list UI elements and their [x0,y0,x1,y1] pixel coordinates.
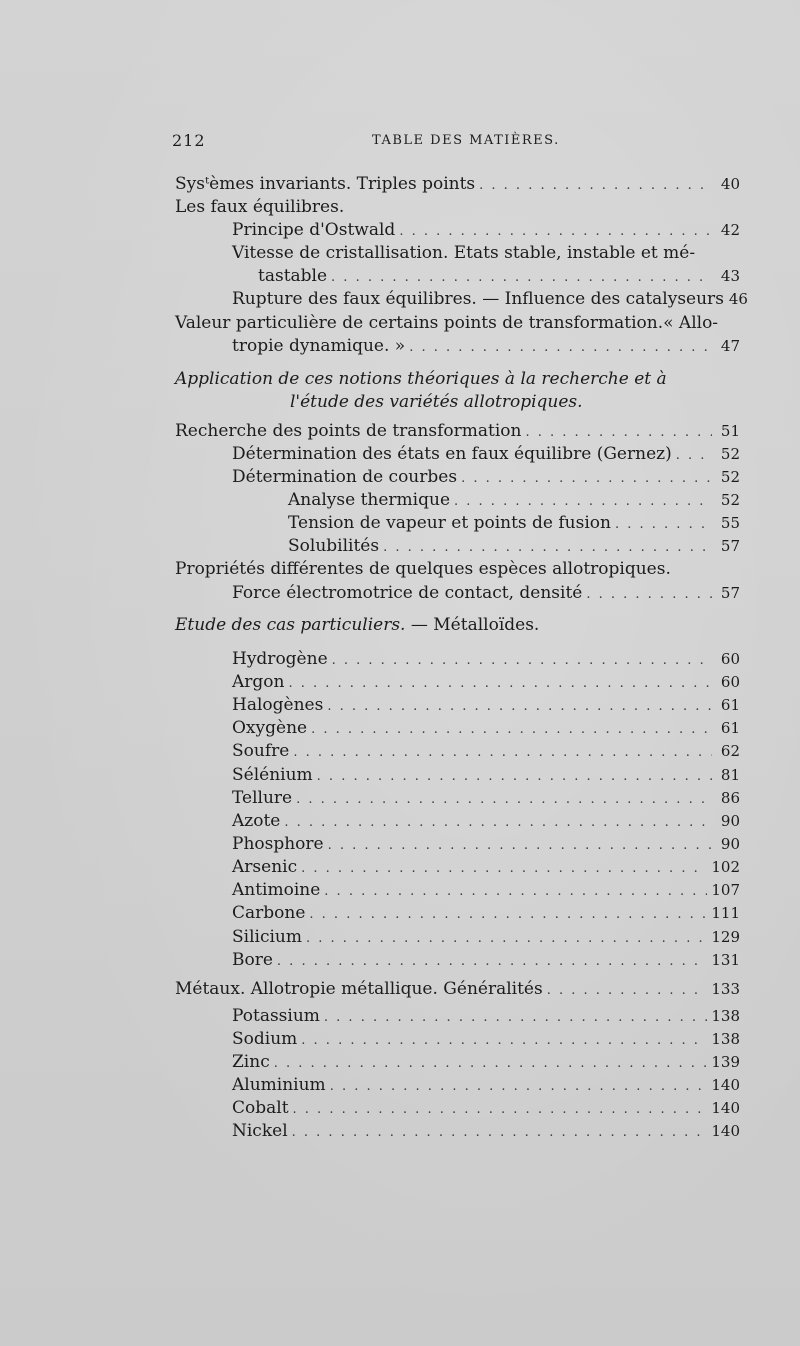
toc-entry: Arsenic . . . 102 [232,856,740,878]
toc-entry: Halogènes . . . 61 [232,694,740,716]
section-heading: l'étude des variétés allotropiques. [290,392,583,412]
toc-entry: Aluminium . . . 140 [232,1074,740,1096]
toc-entry: Sélénium . . . 81 [232,764,740,786]
toc-heading: Les faux équilibres. [175,197,345,217]
toc-entry: Argon . . . 60 [232,671,740,693]
toc-entry: Recherche des points de transformation . . . 51 [175,420,740,442]
toc-entry: Carbone . . . 111 [232,902,740,924]
toc-entry: Sodium . . . 138 [232,1028,740,1050]
toc-entry: Soufre . . . 62 [232,740,740,762]
toc-entry: Force électromotrice de contact, densité . . . 57 [232,582,740,604]
toc-entry: Oxygène . . . 61 [232,717,740,739]
toc-line: Valeur particulière de certains points de transformation.« Allo- [175,313,719,333]
toc-entry: Phosphore . . . 90 [232,833,740,855]
toc-entry: Bore . . . 131 [232,949,740,971]
toc-entry: Silicium . . . 129 [232,926,740,948]
toc-entry: Azote . . . 90 [232,810,740,832]
page-number: 212 [172,131,206,150]
toc-entry: Détermination de courbes . . . 52 [232,466,740,488]
section-heading: Etude des cas particuliers. — Métalloïdes. [175,615,540,635]
toc-line: Vitesse de cristallisation. Etats stable, instable et mé- [232,243,696,263]
toc-entry: Détermination des états en faux équilibre (Gernez) . . . 52 [232,443,740,465]
toc-entry: tropie dynamique. » . . . 47 [232,335,740,357]
toc-entry: Zinc . . . 139 [232,1051,740,1073]
toc-entry: Nickel . . . 140 [232,1120,740,1142]
page-header [172,131,732,153]
toc-entry: Sysᵗèmes invariants. Triples points . . . 40 [175,173,740,195]
toc-entry: Cobalt . . . 140 [232,1097,740,1119]
running-title: TABLE DES MATIÈRES. [372,133,560,148]
toc-entry: tastable . . . 43 [258,265,740,287]
toc-entry: Métaux. Allotropie métallique. Généralités . . . 133 [175,978,740,1000]
toc-entry: Hydrogène . . . 60 [232,648,740,670]
toc-line: Propriétés différentes de quelques espèces allotropiques. [175,559,671,579]
toc-entry: Rupture des faux équilibres. — Influence des catalyseurs 46 [232,289,748,309]
toc-entry: Solubilités . . . 57 [288,535,740,557]
toc-entry: Analyse thermique . . . 52 [288,489,740,511]
section-heading: Application de ces notions théoriques à la recherche et à [175,369,667,389]
toc-entry: Tension de vapeur et points de fusion . . . 55 [288,512,740,534]
toc-entry: Potassium . . . 138 [232,1005,740,1027]
toc-entry: Antimoine . . . 107 [232,879,740,901]
toc-entry: Tellure . . . 86 [232,787,740,809]
toc-entry: Principe d'Ostwald . . . 42 [232,219,740,241]
